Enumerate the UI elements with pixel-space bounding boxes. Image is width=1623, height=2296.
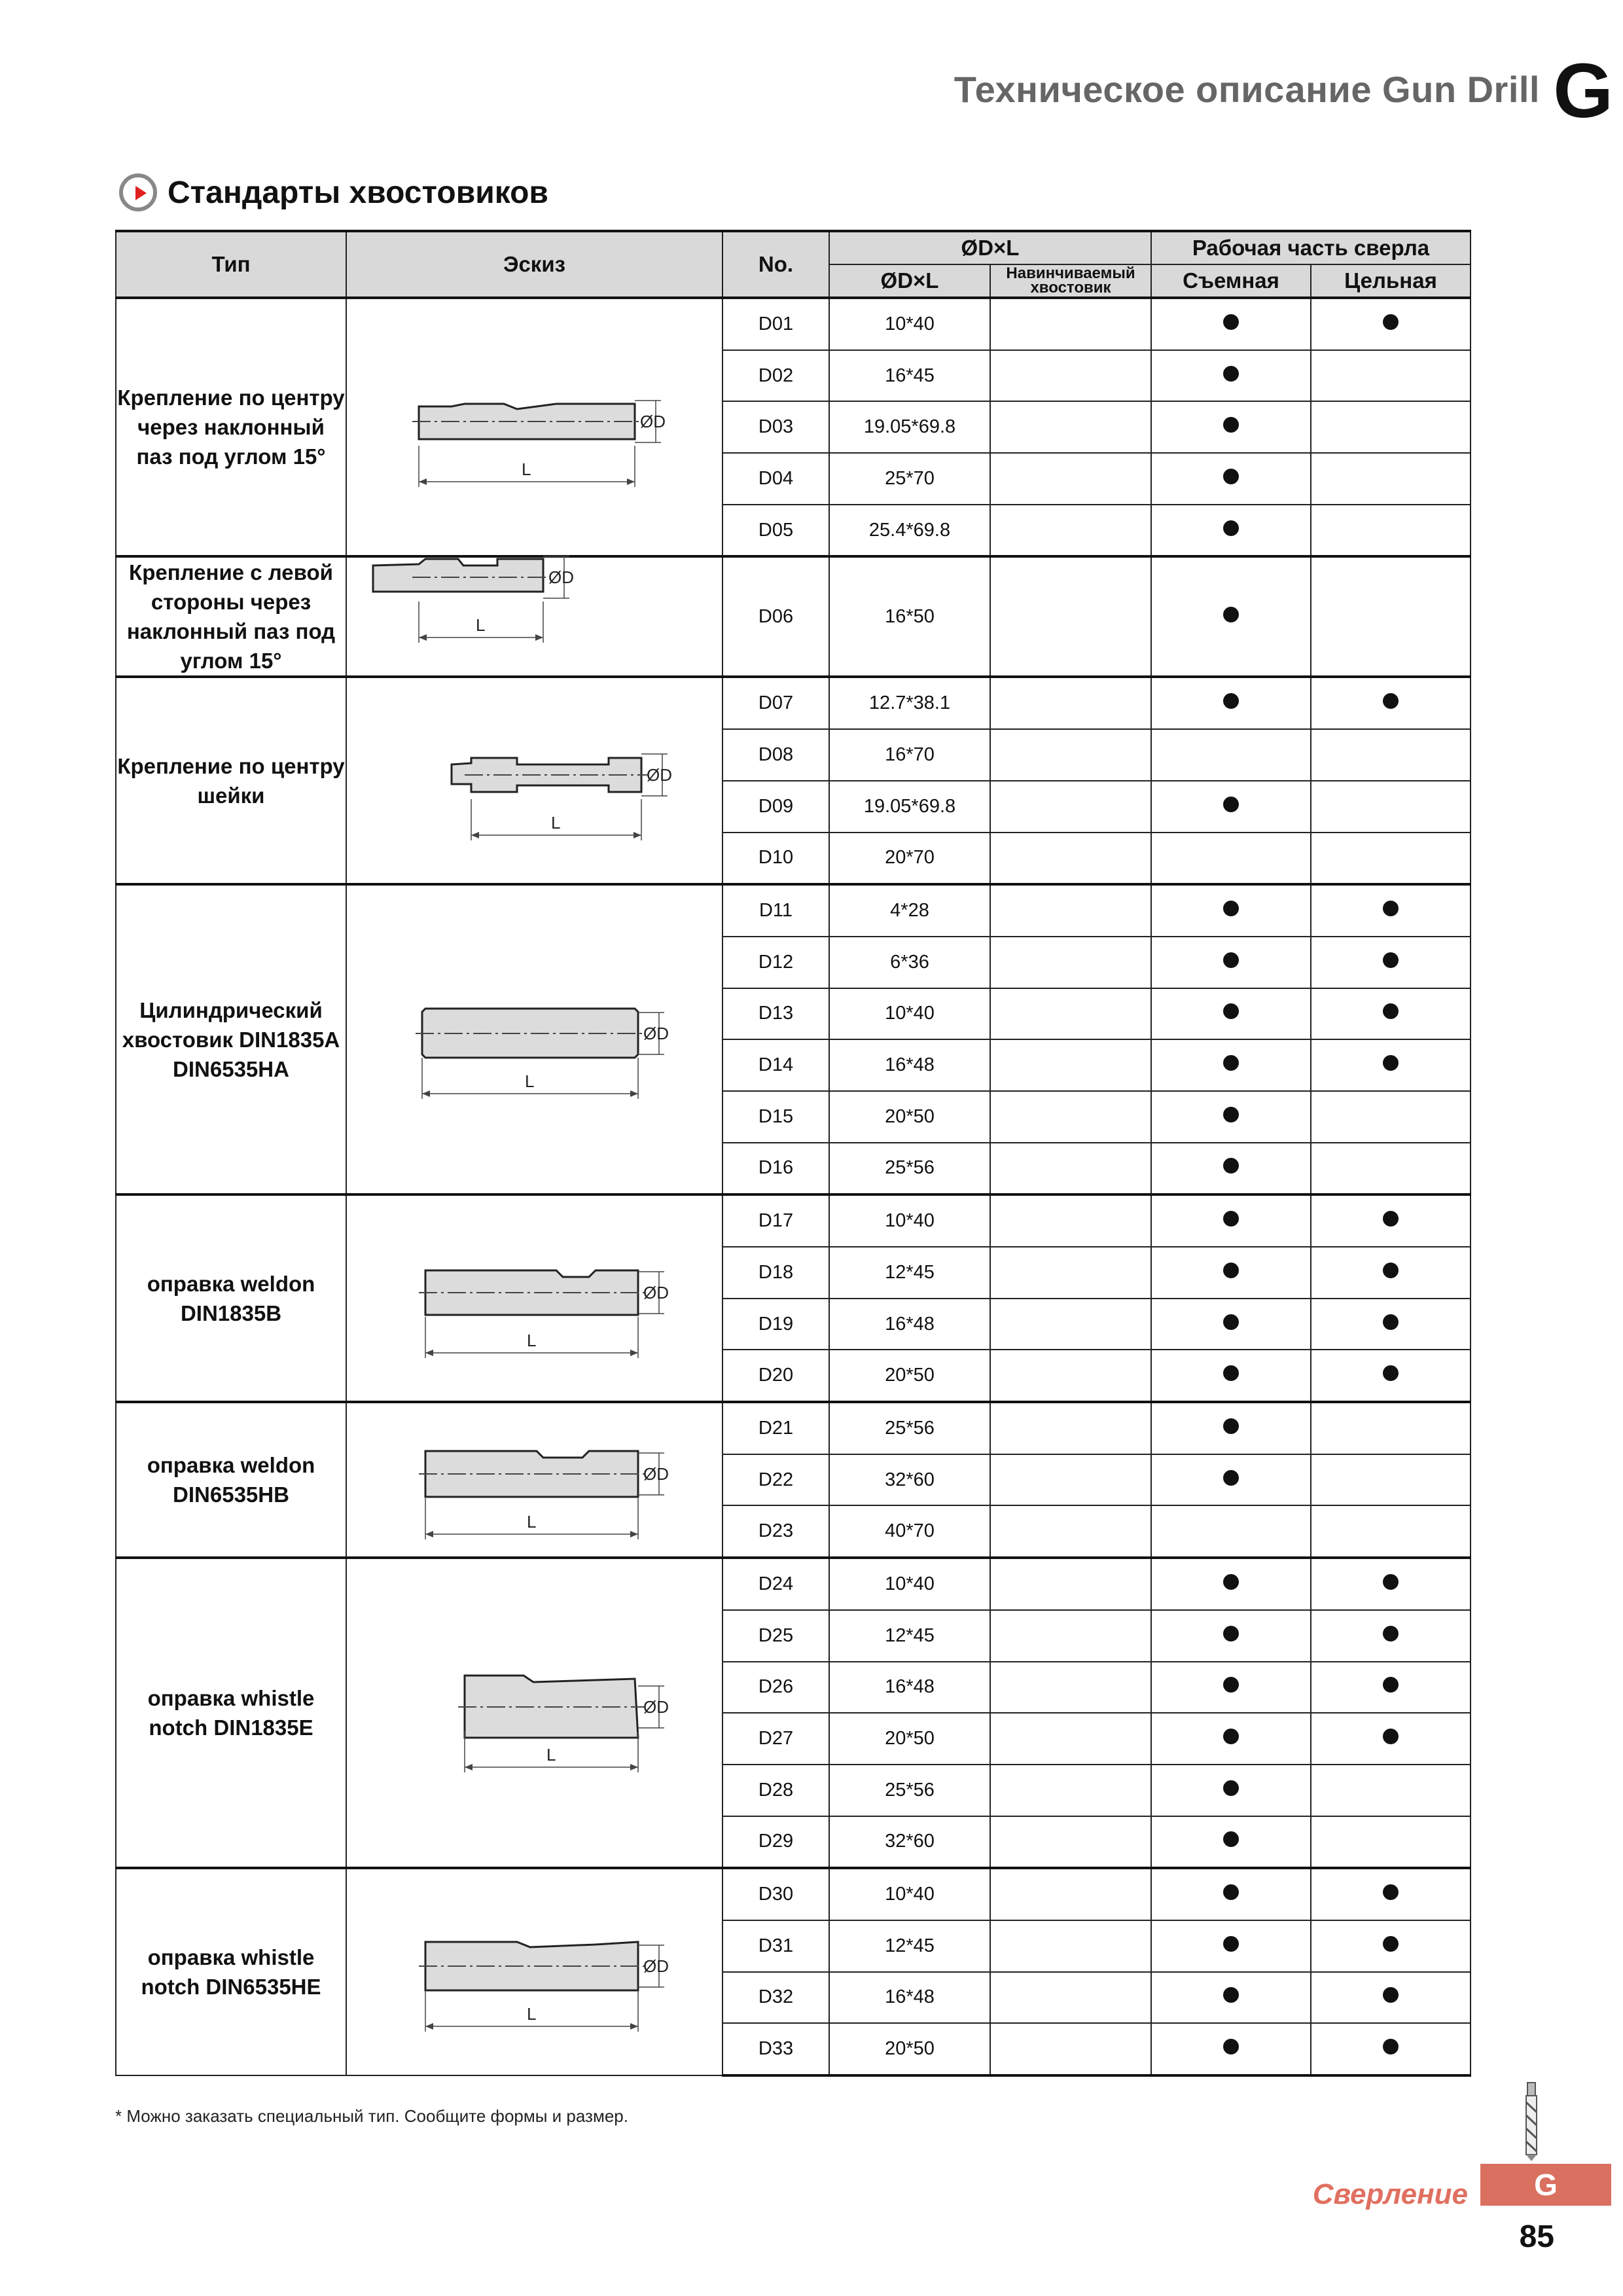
- dxl-value: 25*70: [829, 453, 990, 505]
- availability-dot: [1383, 1677, 1399, 1693]
- diameter-label: ØD: [643, 1697, 669, 1717]
- solid-cell: [1311, 884, 1471, 937]
- solid-cell: [1311, 1765, 1471, 1816]
- dxl-value: 32*60: [829, 1816, 990, 1869]
- removable-cell: [1151, 677, 1311, 729]
- screw-shank-cell: [990, 833, 1151, 885]
- shank-sketch: [346, 677, 722, 884]
- shank-code: D01: [722, 298, 829, 350]
- dxl-value: 6*36: [829, 937, 990, 988]
- availability-dot: [1383, 901, 1399, 916]
- solid-cell: [1311, 1247, 1471, 1299]
- screw-shank-cell: [990, 1091, 1151, 1143]
- removable-cell: [1151, 1610, 1311, 1662]
- screw-shank-cell: [990, 1816, 1151, 1869]
- screw-shank-cell: [990, 1765, 1151, 1816]
- shank-sketch: [346, 884, 722, 1194]
- footer-chapter-tab: G: [1480, 2164, 1611, 2206]
- shank-type-label: Цилиндрический хвостовик DIN1835A DIN6535HA: [116, 884, 346, 1194]
- availability-dot: [1223, 1677, 1239, 1693]
- availability-dot: [1383, 1365, 1399, 1381]
- solid-cell: [1311, 781, 1471, 833]
- solid-cell: [1311, 1402, 1471, 1454]
- screw-shank-cell: [990, 781, 1151, 833]
- availability-dot: [1223, 1574, 1239, 1590]
- shank-sketch: [346, 556, 722, 677]
- availability-dot: [1223, 1729, 1239, 1744]
- availability-dot: [1223, 1003, 1239, 1019]
- shank-drawing: [347, 558, 723, 636]
- solid-cell: [1311, 988, 1471, 1040]
- availability-dot: [1383, 693, 1399, 709]
- solid-cell: [1311, 833, 1471, 885]
- availability-dot: [1223, 952, 1239, 968]
- removable-cell: [1151, 1143, 1311, 1195]
- shank-code: D09: [722, 781, 829, 833]
- availability-dot: [1223, 607, 1239, 622]
- shank-drawing: [347, 1559, 723, 1868]
- solid-cell: [1311, 298, 1471, 350]
- solid-cell: [1311, 1610, 1471, 1662]
- availability-dot: [1223, 797, 1239, 812]
- length-label: L: [527, 2004, 537, 2024]
- solid-cell: [1311, 1505, 1471, 1558]
- shank-code: D11: [722, 884, 829, 937]
- header-working-part: Рабочая часть сверла: [1151, 231, 1471, 264]
- shank-sketch: [346, 298, 722, 556]
- removable-cell: [1151, 298, 1311, 350]
- solid-cell: [1311, 1816, 1471, 1869]
- shank-code: D21: [722, 1402, 829, 1454]
- shank-type-label: Крепление по центру шейки: [116, 677, 346, 884]
- dxl-value: 4*28: [829, 884, 990, 937]
- length-label: L: [551, 813, 561, 833]
- availability-dot: [1223, 1831, 1239, 1847]
- availability-dot: [1223, 1884, 1239, 1900]
- availability-dot: [1223, 901, 1239, 916]
- dxl-value: 16*45: [829, 350, 990, 402]
- dxl-value: 32*60: [829, 1454, 990, 1506]
- removable-cell: [1151, 729, 1311, 781]
- removable-cell: [1151, 988, 1311, 1040]
- shank-drawing: [347, 299, 723, 557]
- header-no: No.: [722, 231, 829, 298]
- screw-shank-cell: [990, 1143, 1151, 1195]
- availability-dot: [1383, 1626, 1399, 1641]
- removable-cell: [1151, 1920, 1311, 1972]
- header-dxl-group: ØD×L: [829, 231, 1151, 264]
- dxl-value: 25.4*69.8: [829, 505, 990, 557]
- dxl-value: 16*48: [829, 1972, 990, 2024]
- solid-cell: [1311, 1143, 1471, 1195]
- screw-shank-cell: [990, 937, 1151, 988]
- availability-dot: [1383, 1003, 1399, 1019]
- shank-sketch: [346, 1194, 722, 1402]
- header-removable: Съемная: [1151, 264, 1311, 298]
- shank-code: D10: [722, 833, 829, 885]
- shank-code: D14: [722, 1039, 829, 1091]
- availability-dot: [1383, 1263, 1399, 1278]
- shank-code: D16: [722, 1143, 829, 1195]
- screw-shank-cell: [990, 1868, 1151, 1920]
- screw-shank-cell: [990, 1194, 1151, 1247]
- dxl-value: 10*40: [829, 988, 990, 1040]
- shank-code: D20: [722, 1350, 829, 1402]
- shank-type-label: оправка whistle notch DIN6535HE: [116, 1868, 346, 2075]
- header-screw-shank: Навинчиваемый хвостовик: [990, 264, 1151, 298]
- availability-dot: [1223, 1418, 1239, 1434]
- solid-cell: [1311, 1091, 1471, 1143]
- availability-dot: [1223, 1365, 1239, 1381]
- shank-type-label: оправка whistle notch DIN1835E: [116, 1558, 346, 1868]
- diameter-label: ØD: [548, 567, 574, 588]
- length-label: L: [546, 1745, 556, 1765]
- screw-shank-cell: [990, 1247, 1151, 1299]
- removable-cell: [1151, 781, 1311, 833]
- solid-cell: [1311, 1713, 1471, 1765]
- length-label: L: [527, 1512, 537, 1532]
- shank-type-label: Крепление по центру через наклонный паз под углом 15°: [116, 298, 346, 556]
- availability-dot: [1223, 1211, 1239, 1227]
- shank-code: D02: [722, 350, 829, 402]
- diameter-label: ØD: [643, 1024, 669, 1044]
- solid-cell: [1311, 677, 1471, 729]
- availability-dot: [1383, 1574, 1399, 1590]
- shank-standards-table: [115, 230, 1471, 2077]
- shank-code: D05: [722, 505, 829, 557]
- screw-shank-cell: [990, 884, 1151, 937]
- screw-shank-cell: [990, 1713, 1151, 1765]
- availability-dot: [1383, 1055, 1399, 1071]
- availability-dot: [1223, 693, 1239, 709]
- table-row: [116, 298, 1471, 350]
- table-row: [116, 1194, 1471, 1247]
- dxl-value: 12.7*38.1: [829, 677, 990, 729]
- shank-code: D03: [722, 401, 829, 453]
- dxl-value: 12*45: [829, 1920, 990, 1972]
- dxl-value: 16*48: [829, 1662, 990, 1713]
- solid-cell: [1311, 1454, 1471, 1506]
- solid-cell: [1311, 1558, 1471, 1610]
- availability-dot: [1223, 469, 1239, 484]
- availability-dot: [1383, 1936, 1399, 1952]
- shank-code: D15: [722, 1091, 829, 1143]
- play-icon: [119, 173, 157, 211]
- screw-shank-cell: [990, 1402, 1151, 1454]
- shank-type-label: оправка weldon DIN6535HB: [116, 1402, 346, 1558]
- screw-shank-cell: [990, 2023, 1151, 2075]
- dxl-value: 20*70: [829, 833, 990, 885]
- shank-code: D28: [722, 1765, 829, 1816]
- availability-dot: [1223, 1936, 1239, 1952]
- solid-cell: [1311, 556, 1471, 677]
- screw-shank-cell: [990, 1558, 1151, 1610]
- availability-dot: [1223, 1107, 1239, 1122]
- shank-code: D23: [722, 1505, 829, 1558]
- availability-dot: [1383, 1884, 1399, 1900]
- dxl-value: 10*40: [829, 1558, 990, 1610]
- removable-cell: [1151, 833, 1311, 885]
- shank-drawing: [347, 886, 723, 1194]
- availability-dot: [1223, 1158, 1239, 1174]
- dxl-value: 12*45: [829, 1610, 990, 1662]
- page-number: 85: [1519, 2219, 1554, 2254]
- availability-dot: [1223, 1987, 1239, 2003]
- dxl-value: 40*70: [829, 1505, 990, 1558]
- table-row: [116, 1558, 1471, 1610]
- solid-cell: [1311, 1868, 1471, 1920]
- removable-cell: [1151, 1299, 1311, 1350]
- shank-code: D30: [722, 1868, 829, 1920]
- shank-code: D18: [722, 1247, 829, 1299]
- table-row: [116, 1402, 1471, 1454]
- diameter-label: ØD: [647, 765, 672, 785]
- diameter-label: ØD: [643, 1464, 669, 1484]
- removable-cell: [1151, 1247, 1311, 1299]
- removable-cell: [1151, 1816, 1311, 1869]
- screw-shank-cell: [990, 1972, 1151, 2024]
- removable-cell: [1151, 453, 1311, 505]
- dxl-value: 25*56: [829, 1143, 990, 1195]
- availability-dot: [1383, 2039, 1399, 2054]
- removable-cell: [1151, 350, 1311, 402]
- availability-dot: [1223, 1055, 1239, 1071]
- screw-shank-cell: [990, 1350, 1151, 1402]
- table-body: [116, 298, 1471, 2075]
- header-dxl: ØD×L: [829, 264, 990, 298]
- screw-shank-cell: [990, 729, 1151, 781]
- shank-type-label: оправка weldon DIN1835B: [116, 1194, 346, 1402]
- dxl-value: 16*50: [829, 556, 990, 677]
- screw-shank-cell: [990, 1454, 1151, 1506]
- removable-cell: [1151, 1868, 1311, 1920]
- shank-code: D04: [722, 453, 829, 505]
- length-label: L: [525, 1071, 535, 1092]
- drill-icon: [1520, 2083, 1543, 2164]
- removable-cell: [1151, 401, 1311, 453]
- solid-cell: [1311, 937, 1471, 988]
- table-row: [116, 677, 1471, 729]
- screw-shank-cell: [990, 1662, 1151, 1713]
- screw-shank-cell: [990, 556, 1151, 677]
- screw-shank-cell: [990, 401, 1151, 453]
- screw-shank-cell: [990, 1039, 1151, 1091]
- removable-cell: [1151, 1402, 1311, 1454]
- shank-code: D24: [722, 1558, 829, 1610]
- availability-dot: [1223, 1626, 1239, 1641]
- shank-code: D33: [722, 2023, 829, 2075]
- shank-sketch: [346, 1402, 722, 1558]
- shank-drawing: [347, 1196, 723, 1402]
- removable-cell: [1151, 937, 1311, 988]
- length-label: L: [522, 459, 531, 479]
- length-label: L: [527, 1331, 537, 1351]
- shank-code: D17: [722, 1194, 829, 1247]
- shank-code: D06: [722, 556, 829, 677]
- availability-dot: [1383, 1987, 1399, 2003]
- length-label: L: [476, 615, 486, 636]
- solid-cell: [1311, 729, 1471, 781]
- removable-cell: [1151, 1662, 1311, 1713]
- dxl-value: 19.05*69.8: [829, 401, 990, 453]
- shank-code: D22: [722, 1454, 829, 1506]
- availability-dot: [1223, 1314, 1239, 1330]
- removable-cell: [1151, 1972, 1311, 2024]
- shank-code: D08: [722, 729, 829, 781]
- screw-shank-cell: [990, 298, 1151, 350]
- solid-cell: [1311, 1299, 1471, 1350]
- screw-shank-cell: [990, 350, 1151, 402]
- solid-cell: [1311, 2023, 1471, 2075]
- screw-shank-cell: [990, 1920, 1151, 1972]
- dxl-value: 19.05*69.8: [829, 781, 990, 833]
- shank-code: D29: [722, 1816, 829, 1869]
- shank-code: D31: [722, 1920, 829, 1972]
- removable-cell: [1151, 1713, 1311, 1765]
- screw-shank-cell: [990, 453, 1151, 505]
- header-type: Тип: [116, 231, 346, 298]
- removable-cell: [1151, 1505, 1311, 1558]
- removable-cell: [1151, 884, 1311, 937]
- screw-shank-cell: [990, 505, 1151, 557]
- solid-cell: [1311, 401, 1471, 453]
- availability-dot: [1383, 314, 1399, 330]
- screw-shank-cell: [990, 988, 1151, 1040]
- diameter-label: ØD: [643, 1956, 669, 1977]
- dxl-value: 10*40: [829, 1194, 990, 1247]
- dxl-value: 12*45: [829, 1247, 990, 1299]
- shank-type-label: Крепление с левой стороны через наклонный паз под углом 15°: [116, 556, 346, 677]
- screw-shank-cell: [990, 1610, 1151, 1662]
- dxl-value: 10*40: [829, 1868, 990, 1920]
- shank-sketch: [346, 1868, 722, 2075]
- screw-shank-cell: [990, 1299, 1151, 1350]
- section-title: Стандарты хвостовиков: [168, 175, 548, 210]
- availability-dot: [1223, 1470, 1239, 1486]
- solid-cell: [1311, 1972, 1471, 2024]
- availability-dot: [1223, 520, 1239, 536]
- footer-section-word: Сверление: [1312, 2178, 1468, 2210]
- header-solid: Цельная: [1311, 264, 1471, 298]
- removable-cell: [1151, 1454, 1311, 1506]
- availability-dot: [1223, 366, 1239, 382]
- solid-cell: [1311, 505, 1471, 557]
- availability-dot: [1223, 417, 1239, 433]
- dxl-value: 20*50: [829, 1091, 990, 1143]
- availability-dot: [1383, 1314, 1399, 1330]
- shank-code: D13: [722, 988, 829, 1040]
- solid-cell: [1311, 1662, 1471, 1713]
- availability-dot: [1383, 1211, 1399, 1227]
- table-row: [116, 556, 1471, 677]
- screw-shank-cell: [990, 677, 1151, 729]
- removable-cell: [1151, 505, 1311, 557]
- dxl-value: 10*40: [829, 298, 990, 350]
- solid-cell: [1311, 1194, 1471, 1247]
- footnote: * Можно заказать специальный тип. Сообщите формы и размер.: [115, 2106, 628, 2126]
- dxl-value: 16*70: [829, 729, 990, 781]
- shank-outline: [373, 559, 543, 592]
- removable-cell: [1151, 1558, 1311, 1610]
- shank-code: D12: [722, 937, 829, 988]
- table-row: [116, 1868, 1471, 1920]
- shank-code: D27: [722, 1713, 829, 1765]
- diameter-label: ØD: [640, 412, 666, 431]
- shank-code: D32: [722, 1972, 829, 2024]
- shank-drawing: [347, 1403, 723, 1558]
- dxl-value: 20*50: [829, 1713, 990, 1765]
- shank-drawing: [347, 678, 723, 884]
- table-row: [116, 884, 1471, 937]
- shank-code: D25: [722, 1610, 829, 1662]
- availability-dot: [1223, 1780, 1239, 1796]
- dxl-value: 25*56: [829, 1402, 990, 1454]
- header-sketch: Эскиз: [346, 231, 722, 298]
- shank-sketch: [346, 1558, 722, 1868]
- dxl-value: 20*50: [829, 1350, 990, 1402]
- availability-dot: [1383, 1729, 1399, 1744]
- solid-cell: [1311, 1350, 1471, 1402]
- removable-cell: [1151, 556, 1311, 677]
- availability-dot: [1383, 952, 1399, 968]
- availability-dot: [1223, 1263, 1239, 1278]
- removable-cell: [1151, 2023, 1311, 2075]
- solid-cell: [1311, 453, 1471, 505]
- page-header-title: Техническое описание Gun Drill: [954, 69, 1540, 110]
- shank-drawing: [347, 1869, 723, 2075]
- diameter-label: ØD: [643, 1283, 669, 1303]
- section-heading: [119, 173, 548, 211]
- dxl-value: 16*48: [829, 1299, 990, 1350]
- removable-cell: [1151, 1039, 1311, 1091]
- solid-cell: [1311, 1039, 1471, 1091]
- solid-cell: [1311, 1920, 1471, 1972]
- shank-code: D07: [722, 677, 829, 729]
- removable-cell: [1151, 1091, 1311, 1143]
- removable-cell: [1151, 1194, 1311, 1247]
- solid-cell: [1311, 350, 1471, 402]
- dxl-value: 25*56: [829, 1765, 990, 1816]
- availability-dot: [1223, 314, 1239, 330]
- removable-cell: [1151, 1350, 1311, 1402]
- dxl-value: 16*48: [829, 1039, 990, 1091]
- dxl-value: 20*50: [829, 2023, 990, 2075]
- removable-cell: [1151, 1765, 1311, 1816]
- screw-shank-cell: [990, 1505, 1151, 1558]
- shank-code: D19: [722, 1299, 829, 1350]
- availability-dot: [1223, 2039, 1239, 2054]
- shank-code: D26: [722, 1662, 829, 1713]
